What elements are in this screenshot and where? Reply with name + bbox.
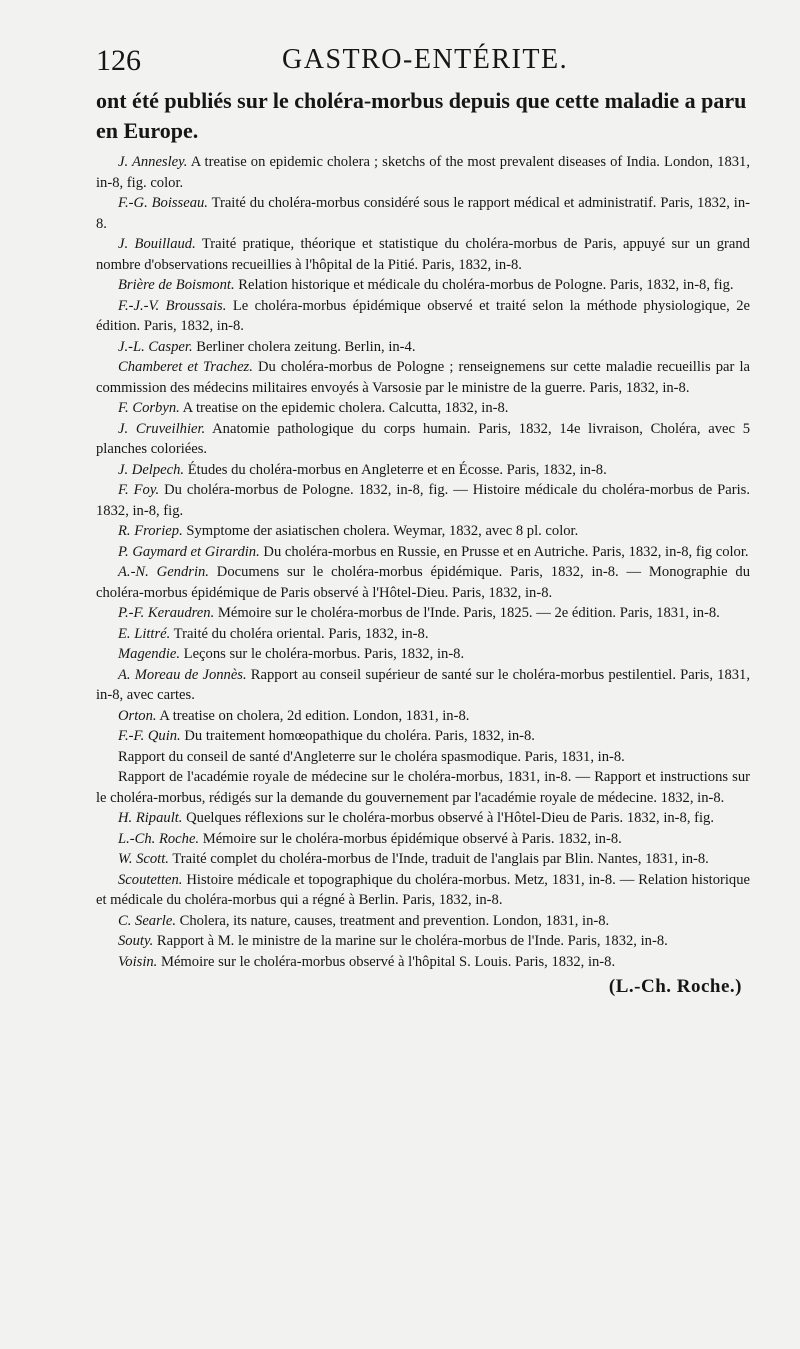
entry-text: Du traitement homœopathique du choléra. Paris, 1832, in-8. <box>180 728 535 744</box>
entry-text: Documens sur le choléra-morbus épidémique. Paris, 1832, in-8. — Monographie du choléra-morbus épidémique de Paris observé à l'Hôtel-Dieu. Paris, 1832, in-8. <box>96 564 750 601</box>
entry-author: J. Cruveilhier. <box>118 420 206 437</box>
entry-author: R. Froriep. <box>118 523 183 539</box>
bibliography-entry <box>96 952 750 973</box>
entry-text: Rapport de l'académie royale de médecine sur le choléra-morbus, 1831, in-8. — Rapport et instructions sur le choléra-morbus, rédigés sur la demande du gouvernement par l'académie royale de médecine. 1832, in-8. <box>96 769 750 806</box>
entry-text: Rapport à M. le ministre de la marine sur le choléra-morbus de l'Inde. Paris, 1832, in-8. <box>153 933 668 949</box>
entry-text: Rapport du conseil de santé d'Angleterre sur le choléra spasmodique. Paris, 1831, in-8. <box>118 748 625 765</box>
bibliography-entry <box>96 767 750 808</box>
entry-author: J. Annesley. <box>118 154 188 170</box>
bibliography-entry <box>96 808 750 829</box>
bibliography-entry <box>96 665 750 706</box>
bibliography-entry <box>96 726 750 747</box>
page-number: 126 <box>96 44 141 77</box>
bibliography-entry <box>96 870 750 911</box>
entry-author: H. Ripault. <box>118 810 183 826</box>
bibliography-entry <box>96 460 750 481</box>
entry-author: Chamberet et Trachez. <box>118 359 253 375</box>
entry-author: Brière de Boismont. <box>118 277 235 293</box>
entry-author: E. Littré. <box>118 625 171 642</box>
bibliography-entry <box>96 849 750 870</box>
entry-text: Quelques réflexions sur le choléra-morbus observé à l'Hôtel-Dieu de Paris. 1832, in-8, fig. <box>182 810 714 826</box>
bibliography-entry <box>96 911 750 932</box>
entry-text: Leçons sur le choléra-morbus. Paris, 1832, in-8. <box>180 646 465 662</box>
entry-text: Cholera, its nature, causes, treatment and prevention. London, 1831, in-8. <box>175 912 610 929</box>
bibliography-entry <box>96 747 750 768</box>
entry-text: Du choléra-morbus de Pologne ; renseignemens sur cette maladie recueillis par la commission des médecins militaires envoyés à Varsosie par le ministre de la guerre. Paris, 1832, in-8. <box>96 359 750 396</box>
entry-author: J.-L. Casper. <box>118 338 193 355</box>
entry-text: Symptome der asiatischen cholera. Weymar, 1832, avec 8 pl. color. <box>182 523 579 539</box>
entry-text: Du choléra-morbus en Russie, en Prusse et en Autriche. Paris, 1832, in-8, fig color. <box>259 543 749 560</box>
entry-author: J. Delpech. <box>118 461 185 478</box>
entry-text: Rapport au conseil supérieur de santé sur le choléra-morbus pestilentiel. Paris, 1831, in-8, avec cartes. <box>96 666 750 703</box>
entry-text: Berliner cholera zeitung. Berlin, in-4. <box>192 338 416 355</box>
bibliography-entry <box>96 296 750 337</box>
intro-sentence: ont été publiés sur le choléra-morbus depuis que cette maladie a paru en Europe. <box>96 88 747 143</box>
entry-text: Traité pratique, théorique et statistique du choléra-morbus de Paris, appuyé sur un grand nombre d'observations recueillies à l'hôpital de la Pitié. Paris, 1832, in-8. <box>96 236 750 273</box>
bibliography-entry <box>96 829 750 850</box>
bibliography-entry <box>96 521 750 542</box>
entry-text: Mémoire sur le choléra-morbus épidémique observé à Paris. 1832, in-8. <box>199 830 622 847</box>
bibliography-list <box>96 152 750 972</box>
entry-author: F.-J.-V. Broussais. <box>118 297 227 314</box>
entry-text: Mémoire sur le choléra-morbus observé à l'hôpital S. Louis. Paris, 1832, in-8. <box>157 953 616 970</box>
entry-author: W. Scott. <box>118 851 169 867</box>
bibliography-entry <box>96 398 750 419</box>
bibliography-entry <box>96 603 750 624</box>
entry-text: Du choléra-morbus de Pologne. 1832, in-8, fig. — Histoire médicale du choléra-morbus de Paris. 1832, in-8, fig. <box>96 482 750 519</box>
entry-author: Scoutetten. <box>118 871 183 888</box>
entry-author: Orton. <box>118 707 157 724</box>
bibliography-entry <box>96 706 750 727</box>
bibliography-entry <box>96 275 750 296</box>
entry-text: A treatise on cholera, 2d edition. London, 1831, in-8. <box>156 707 470 724</box>
entry-author: F. Foy. <box>118 482 160 498</box>
entry-text: A treatise on the epidemic cholera. Calcutta, 1832, in-8. <box>179 400 509 416</box>
entry-author: Souty. <box>118 933 154 949</box>
running-title: GASTRO-ENTÉRITE. <box>282 44 569 75</box>
bibliography-entry <box>96 480 750 521</box>
entry-text: Traité du choléra-morbus considéré sous le rapport médical et administratif. Paris, 1832, in-8. <box>96 195 750 232</box>
entry-text: Études du choléra-morbus en Angleterre et en Écosse. Paris, 1832, in-8. <box>184 461 607 478</box>
entry-text: Traité du choléra oriental. Paris, 1832, in-8. <box>170 625 429 642</box>
entry-author: Voisin. <box>118 953 158 970</box>
entry-author: J. Bouillaud. <box>118 236 196 252</box>
bibliography-entry <box>96 931 750 952</box>
bibliography-entry <box>96 644 750 665</box>
running-head <box>96 40 750 86</box>
entry-author: A.-N. Gendrin. <box>118 564 209 580</box>
entry-text: Traité complet du choléra-morbus de l'Inde, traduit de l'anglais par Blin. Nantes, 1831, in-8. <box>168 851 709 867</box>
entry-author: P.-F. Keraudren. <box>118 605 215 621</box>
entry-author: A. Moreau de Jonnès. <box>118 666 247 683</box>
entry-text: Relation historique et médicale du choléra-morbus de Pologne. Paris, 1832, in-8, fig. <box>234 277 734 293</box>
bibliography-entry <box>96 337 750 358</box>
author-signature: (L.-Ch. Roche.) <box>608 976 742 997</box>
entry-text: A treatise on epidemic cholera ; sketchs of the most prevalent diseases of India. London, 1831, in-8, fig. color. <box>96 154 750 191</box>
entry-author: C. Searle. <box>118 912 176 929</box>
entry-text: Le choléra-morbus épidémique observé et traité selon la méthode physiologique, 2e édition. Paris, 1832, in-8. <box>96 297 750 334</box>
entry-text: Histoire médicale et topographique du choléra-morbus. Metz, 1831, in-8. — Relation historique et médicale du choléra-morbus qui a régné à Berlin. Paris, 1832, in-8. <box>96 871 750 908</box>
bibliography-entry <box>96 542 750 563</box>
bibliography-entry <box>96 193 750 234</box>
entry-author: P. Gaymard et Girardin. <box>118 543 260 560</box>
bibliography-entry <box>96 624 750 645</box>
entry-author: Magendie. <box>118 646 181 662</box>
bibliography-entry <box>96 357 750 398</box>
bibliography-entry <box>96 152 750 193</box>
entry-text: Mémoire sur le choléra-morbus de l'Inde. Paris, 1825. — 2e édition. Paris, 1831, in-8. <box>214 605 720 621</box>
bibliography-entry <box>96 419 750 460</box>
entry-author: L.-Ch. Roche. <box>118 830 200 847</box>
entry-author: F.-G. Boisseau. <box>118 195 208 211</box>
entry-text: Anatomie pathologique du corps humain. Paris, 1832, 14e livraison, Choléra, avec 5 planches coloriées. <box>96 420 750 457</box>
bibliography-entry <box>96 562 750 603</box>
entry-author: F. Corbyn. <box>118 400 180 416</box>
entry-author: F.-F. Quin. <box>118 728 181 744</box>
bibliography-entry <box>96 234 750 275</box>
